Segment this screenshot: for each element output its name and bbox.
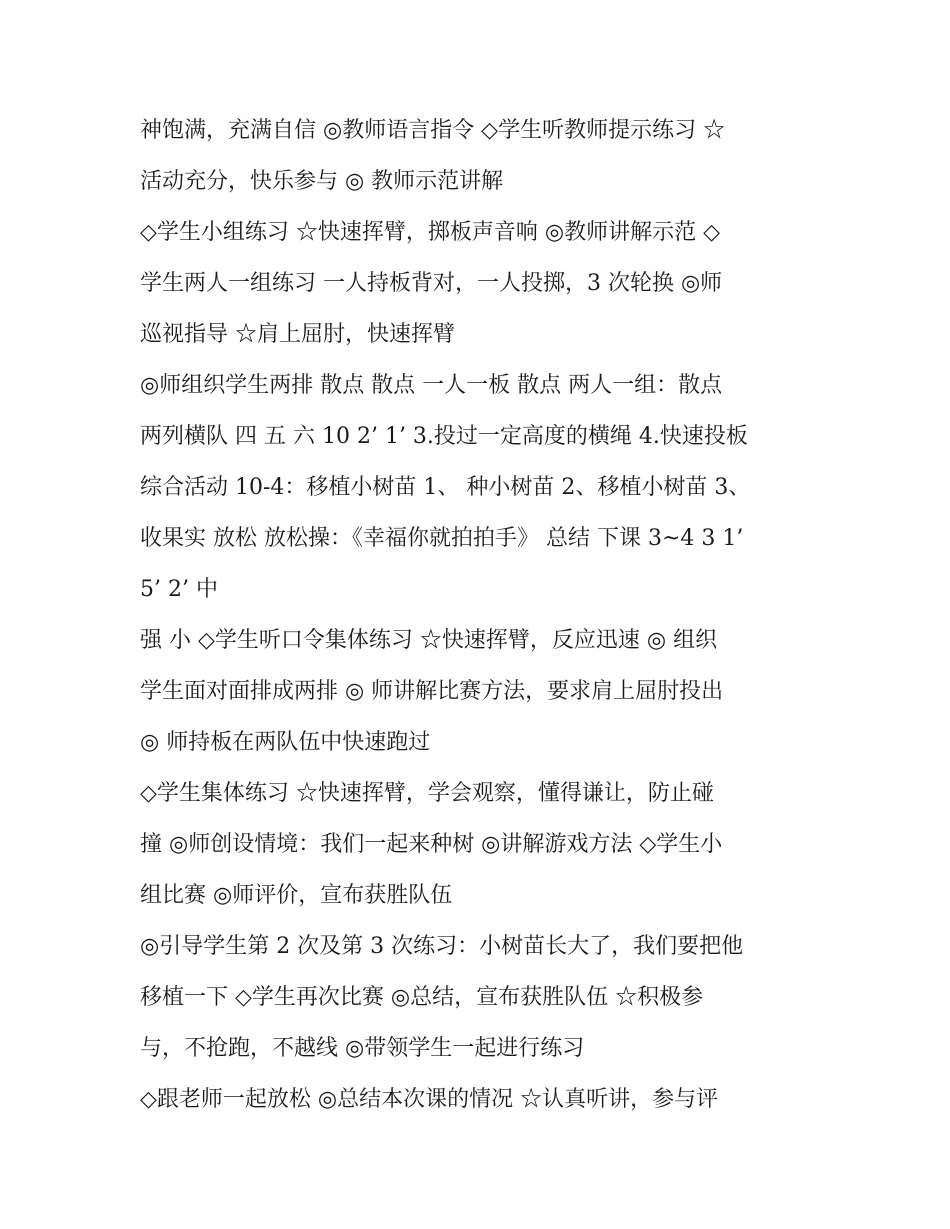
text-line: 神饱满，充满自信 ◎教师语言指令 ◇学生听教师提示练习 ☆	[140, 118, 726, 143]
text-line: ◎引导学生第 2 次及第 3 次练习：小树苗长大了，我们要把他	[140, 934, 744, 959]
text-line: ◎师组织学生两排 散点 散点 一人一板 散点 两人一组：散点	[140, 373, 723, 398]
text-line: 综合活动 10-4：移植小树苗 1、 种小树苗 2、移植小树苗 3、	[140, 475, 751, 500]
text-line: 巡视指导 ☆肩上屈肘，快速挥臂	[140, 322, 455, 347]
text-line: ◎ 师持板在两队伍中快速跑过	[140, 730, 431, 755]
text-line: 强 小 ◇学生听口令集体练习 ☆快速挥臂，反应迅速 ◎ 组织	[140, 628, 718, 653]
text-line: ◇跟老师一起放松 ◎总结本次课的情况 ☆认真听讲，参与评	[140, 1087, 719, 1112]
text-line: 收果实 放松 放松操：《幸福你就拍拍手》 总结 下课 3~4 3 1’	[140, 526, 744, 551]
document-body	[140, 105, 810, 1125]
text-line: 两列横队 四 五 六 10 2’ 1’ 3.投过一定高度的横绳 4.快速投板	[140, 424, 748, 449]
text-line: 活动充分，快乐参与 ◎ 教师示范讲解	[140, 169, 504, 194]
text-line: 学生面对面排成两排 ◎ 师讲解比赛方法，要求肩上屈肘投出	[140, 679, 724, 704]
text-line: 撞 ◎师创设情境：我们一起来种树 ◎讲解游戏方法 ◇学生小	[140, 832, 723, 857]
text-line: 组比赛 ◎师评价，宣布获胜队伍	[140, 883, 453, 908]
text-line: ◇学生集体练习 ☆快速挥臂，学会观察，懂得谦让，防止碰	[140, 781, 714, 806]
text-line: 与，不抢跑，不越线 ◎带领学生一起进行练习	[140, 1036, 585, 1061]
text-line: 5’ 2’ 中	[140, 577, 218, 602]
text-line: ◇学生小组练习 ☆快速挥臂，掷板声音响 ◎教师讲解示范 ◇	[140, 220, 721, 245]
text-line: 移植一下 ◇学生再次比赛 ◎总结，宣布获胜队伍 ☆积极参	[140, 985, 704, 1010]
text-line: 学生两人一组练习 一人持板背对，一人投掷，3 次轮换 ◎师	[140, 271, 723, 296]
